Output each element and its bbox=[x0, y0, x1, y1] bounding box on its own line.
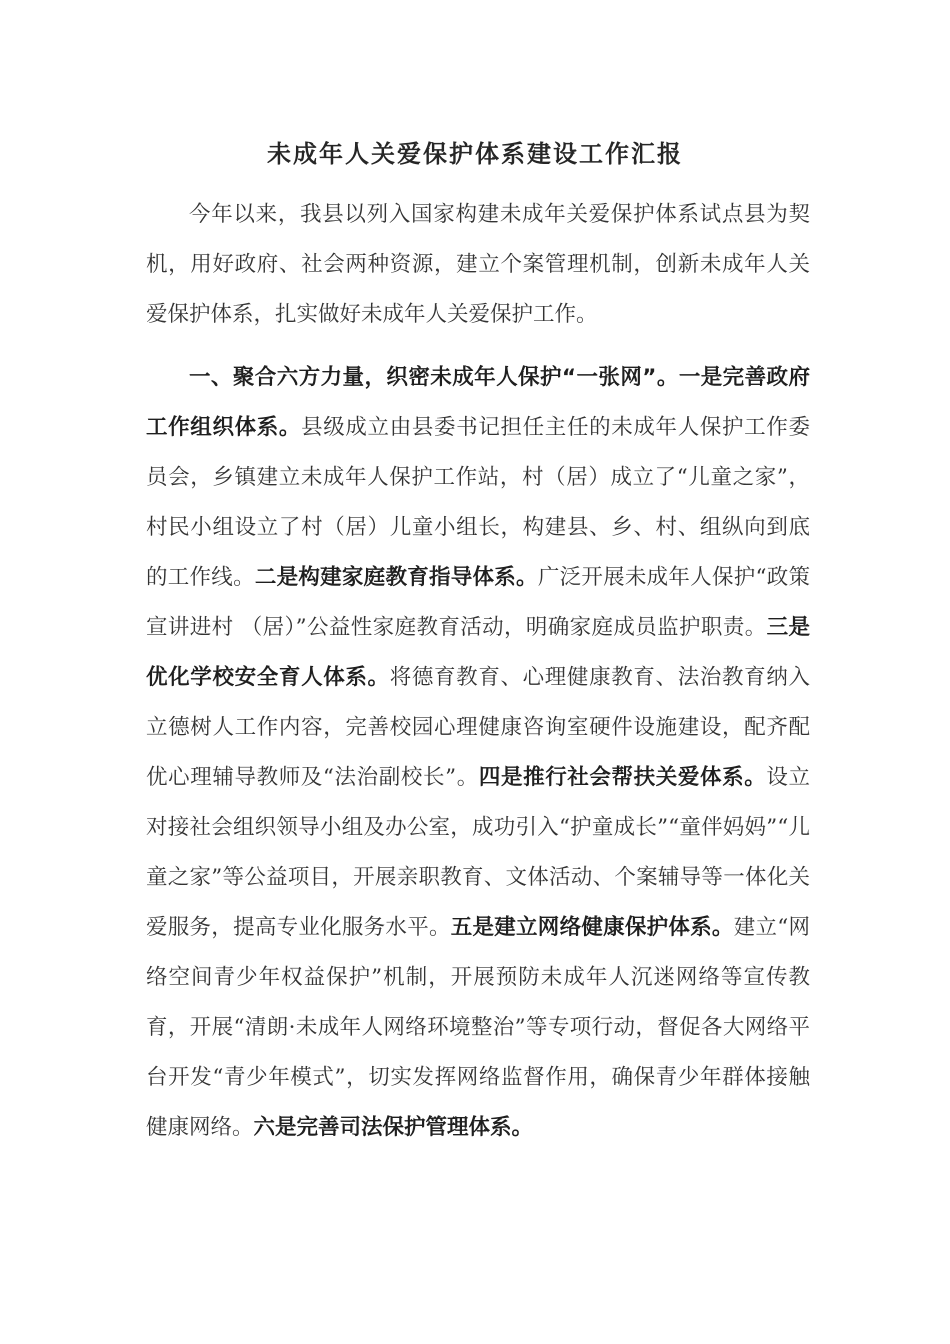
intro-paragraph: 今年以来，我县以列入国家构建未成年关爱保护体系试点县为契机，用好政府、社会两种资源，建立个案管理机制，创新未成年人关爱保护体系，扎实做好未成年人关爱保护工作。 bbox=[146, 202, 810, 327]
point-3-label: 三是优化学校安全育人体系。 bbox=[146, 615, 810, 690]
point-1-text: 县级成立由县委书记担任主任的未成年人保护工作委员会，乡镇建立未成年人保护工作站，村（居）成立了“儿童之家”，村民小组设立了村（居）儿童小组长，构建县、乡、村、组纵向到底的工作线。 bbox=[146, 415, 810, 590]
point-2-text: 广泛开展未成年人保护“政策宣讲进村 （居）”公益性家庭教育活动，明确家庭成员监护职责。 bbox=[146, 565, 810, 640]
document-title: 未成年人关爱保护体系建设工作汇报 bbox=[267, 140, 683, 168]
point-1-label: 一是完善政府工作组织体系。 bbox=[146, 365, 810, 440]
point-2-label: 二是构建家庭教育指导体系。 bbox=[254, 565, 538, 590]
point-4-label: 四是推行社会帮扶关爱体系。 bbox=[478, 765, 767, 790]
section-heading: 一、聚合六方力量，织密未成年人保护“一张网”。 bbox=[189, 365, 679, 390]
section-paragraph bbox=[146, 353, 810, 1153]
point-5-label: 五是建立网络健康保护体系。 bbox=[450, 915, 734, 940]
point-5-text: 建立“网络空间青少年权益保护”机制，开展预防未成年人沉迷网络等宣传教育，开展“清朗·未成年人网络环境整治”等专项行动，督促各大网络平台开发“青少年模式”，切实发挥网络监督作用，确保青少年群体接触健康网络。 bbox=[146, 915, 810, 1140]
point-3-text: 将德育教育、心理健康教育、法治教育纳入立德树人工作内容，完善校园心理健康咨询室硬件设施建设，配齐配优心理辅导教师及“法治副校长”。 bbox=[146, 665, 810, 790]
point-6-label: 六是完善司法保护管理体系。 bbox=[253, 1115, 534, 1140]
point-4-text: 设立对接社会组织领导小组及办公室，成功引入“护童成长”“童伴妈妈”“儿童之家”等公益项目，开展亲职教育、文体活动、个案辅导等一体化关爱服务，提高专业化服务水平。 bbox=[146, 765, 810, 940]
